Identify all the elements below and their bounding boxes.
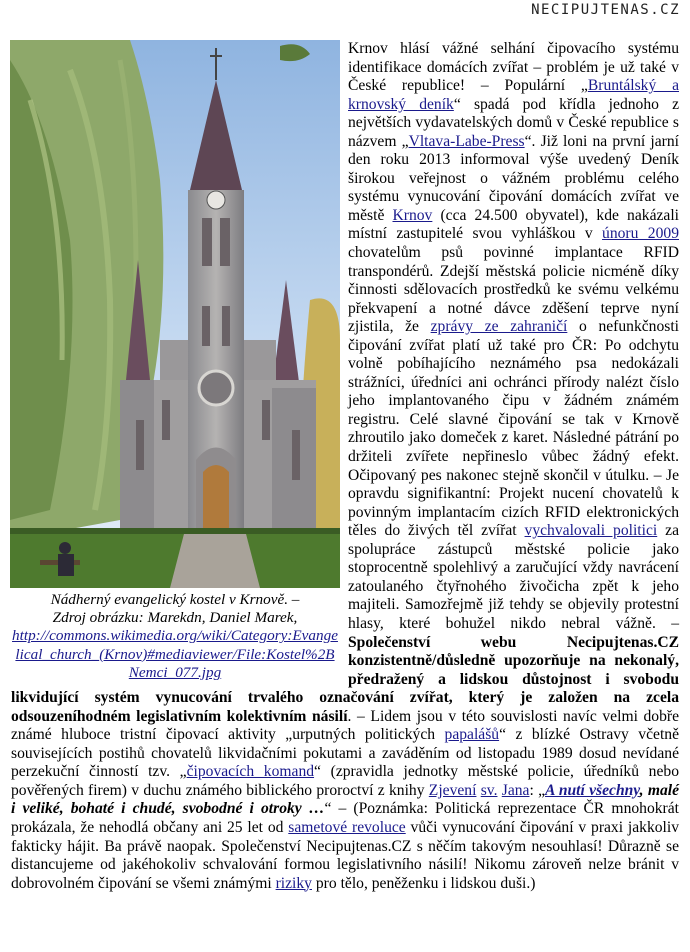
article-text: “ z blízké Ostravy včetně souvisejících postihů chovatelů likvidačními pokutami a zaváděním od listopadu 1989 dosud nevídané perzekuční činností tzv. „ xyxy=(11,726,679,781)
link-vychvalovali-politici[interactable]: vychvalovali politici xyxy=(524,522,658,540)
link-papalasu[interactable]: papalášů xyxy=(444,726,500,744)
article-text: chovatelům psů povinné implantace RFID transpondérů. Zdejší městská policie nicméně díky činnosti sdělovacích prostředků ke svému velkému překvapení a notné dávce zděšení teprve nyní zjistila, že xyxy=(348,244,679,336)
link-vltava-labe-press[interactable]: Vltava-Labe-Press xyxy=(408,132,525,150)
article-text: “ spadá pod křídla jednoho z největších vydavatelských domů v České republice s názvem „ xyxy=(348,95,680,150)
link-cipovacich-komand[interactable]: čipovacích komand xyxy=(186,763,315,781)
article-text: Krnov hlásí vážné selhání čipovacího systému identifikace domácích zvířat – problém je už také v České republice! – Populární „ xyxy=(348,40,679,95)
link-sv[interactable]: sv. xyxy=(480,781,498,799)
bold-italic-quote: , malé i veliké, bohaté i chudé, svobodné i otroky … xyxy=(11,781,679,818)
link-riziky[interactable]: riziky xyxy=(275,874,312,892)
link-zpravy-ze-zahranici[interactable]: zprávy ze zahraničí xyxy=(430,318,568,336)
figure-spacer xyxy=(11,40,348,688)
link-krnov[interactable]: Krnov xyxy=(392,206,433,224)
link-unor-2009[interactable]: únoru 2009 xyxy=(602,225,679,243)
article-body xyxy=(0,40,690,893)
article-text: vůči vynucování čipování v praxi jakkoliv fakticky hájit. Ba právě naopak. Společenství Necipujtenas.CZ s něčím takovým nesouhlasí! Důrazně se distancujeme od jakéhokoliv schvalování formou legislativního násilí! Nikomu zároveň nelze bránit v dobrovolném čipování se všemi známými xyxy=(11,818,680,892)
caption-line-1: Nádherný evangelický kostel v Krnově. – xyxy=(50,591,300,608)
article-text: (cca 24.500 obyvatel), kde nakázali místní zastupitelé svou vyhláškou v xyxy=(348,206,680,243)
article-text: “ – (Poznámka: Politická reprezentace ČR mnohokrát prokázala, že nehodlá občany ani 25 let od xyxy=(11,800,679,836)
link-a-nuti-vsechny[interactable]: A nutí všechny xyxy=(545,781,640,799)
caption-source-link[interactable]: http://commons.wikimedia.org/wiki/Category:Evangelical_church_(Krnov)#mediaviewer/File:Kostel%2BNemci_077.jpg xyxy=(12,627,338,681)
article-text: “ (zpravidla jednotky městské policie, úředníků nebo pověřených firem) v duchu známého biblického proroctví z knihy xyxy=(11,763,679,799)
article-text: pro tělo, peněženku i lidskou duši.) xyxy=(311,874,536,892)
article-text: “. Již loni na první jarní den roku 2013 informoval výše uvedený Deník širokou veřejnost o vážném problému celého systému vynucování čipování domácích zvířat ve městě xyxy=(348,132,679,224)
article-text: o nefunkčnosti čipování zvířat platí už také pro ČR: Po odchytu volně pobíhajícího neznámého psa nedokázali strážníci, úředníci ani ochránci přírody nalézt číslo jeho implantovaného čipu v žádném známém registru. Celé slavné čipování se tak v Krnově zhroutilo jako domeček z karet. Následné pátrání po držiteli zvířete nepřineslo vůbec žádný efekt. Očipovaný pes nakonec stejně skončil v útulku. – Je opravdu signifikantní: Projekt nucení chovatelů k povinným implantacím cizích RFID elektronických těles do živých těl zvířat xyxy=(348,318,679,540)
link-bruntalsky-denik[interactable]: Bruntálský a krnovský deník xyxy=(348,77,679,113)
link-jana[interactable]: Jana xyxy=(501,781,530,799)
link-sametove-revoluce[interactable]: sametové revoluce xyxy=(288,818,406,836)
article-text: : „ xyxy=(529,781,546,799)
bold-statement: Společenství webu Necipujtenas.CZ konzistentně/důsledně upozorňuje na nekonalý, předražený a lidskou důstojnost i svobodu likvidující systém vynucování trvalého označování zvířat, který je založen na zcela odsouzeníhodném legislativním kolektivním násilí xyxy=(11,633,679,725)
article-text: za spolupráce zástupců městské policie jako stoprocentně spolehlivý a zaručující vždy navrácení zatoulaného čtyřnohého živočicha zpět k jeho majiteli. Samozřejmě již tehdy se objevily protestní hlasy, které bohužel nikdo nebral vážně. – xyxy=(348,522,680,632)
caption-line-2: Zdroj obrázku: Marekdn, Daniel Marek, xyxy=(52,609,298,627)
site-header[interactable]: NECIPUJTENAS.CZ xyxy=(531,2,680,18)
link-zjeveni[interactable]: Zjevení xyxy=(428,781,477,799)
article-text: . – Lidem jsou v této souvislosti navíc velmi dobře známé hluboce tristní čipovací aktivity „urputných politických xyxy=(11,707,680,744)
